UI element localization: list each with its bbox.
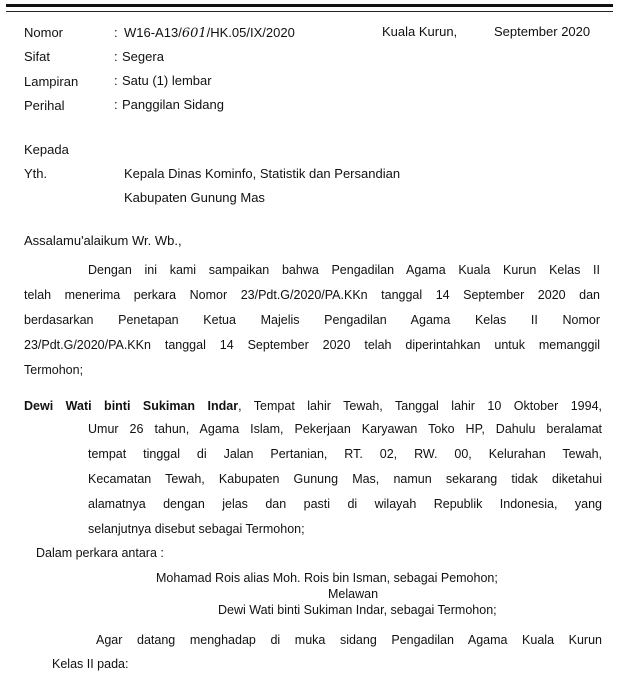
- lampiran-colon: :: [114, 73, 118, 88]
- party-line: alamatnya dengan jelas dan pasti di wilayah Republik Indonesia, yang: [88, 497, 602, 511]
- sifat-label: Sifat: [24, 49, 51, 64]
- nomor-colon: :: [114, 25, 118, 40]
- recipient-line-1: Kepala Dinas Kominfo, Statistik dan Persandian: [124, 166, 401, 181]
- party-first-line: [24, 398, 602, 414]
- party-name: Dewi Wati binti Sukiman Indar: [24, 399, 239, 413]
- termohon-line: Dewi Wati binti Sukiman Indar, sebagai Termohon;: [218, 603, 497, 617]
- pemohon-line: Mohamad Rois alias Moh. Rois bin Isman, sebagai Pemohon;: [156, 571, 498, 585]
- lampiran-label: Lampiran: [24, 74, 79, 89]
- party-line: Umur 26 tahun, Agama Islam, Pekerjaan Karyawan Toko HP, Dahulu beralamat: [88, 422, 602, 436]
- para2-line-1: Agar datang menghadap di muka sidang Pengadilan Agama Kuala Kurun: [96, 633, 602, 647]
- letter-place: Kuala Kurun,: [382, 24, 458, 39]
- lampiran-value: Satu (1) lembar: [122, 73, 212, 88]
- kepada-label: Kepada: [24, 142, 69, 157]
- nomor-handwritten: 601: [181, 26, 207, 41]
- para1-line: telah menerima perkara Nomor 23/Pdt.G/2020/PA.KKn tanggal 14 September 2020 dan: [24, 288, 600, 302]
- perihal-value: Panggilan Sidang: [122, 97, 224, 112]
- greeting: Assalamu'alaikum Wr. Wb.,: [24, 233, 182, 248]
- para1-line: berdasarkan Penetapan Ketua Majelis Pengadilan Agama Kelas II Nomor: [24, 313, 600, 327]
- nomor-suffix: /HK.05/IX/2020: [206, 25, 295, 40]
- perihal-label: Perihal: [24, 98, 65, 113]
- yth-label: Yth.: [24, 166, 48, 181]
- header-rule-thin: [6, 11, 613, 12]
- para2-line-2: Kelas II pada:: [52, 657, 129, 671]
- party-line: tempat tinggal di Jalan Pertanian, RT. 02, RW. 00, Kelurahan Tewah,: [88, 447, 602, 461]
- melawan-label: Melawan: [328, 587, 379, 601]
- sifat-colon: :: [114, 49, 118, 64]
- sifat-value: Segera: [122, 49, 164, 64]
- nomor-prefix: W16-A13/: [124, 25, 182, 40]
- para1-line: Dengan ini kami sampaikan bahwa Pengadilan Agama Kuala Kurun Kelas II: [88, 263, 600, 277]
- party-line: selanjutnya disebut sebagai Termohon;: [88, 522, 305, 536]
- party-line: Kecamatan Tewah, Kabupaten Gunung Mas, namun sekarang tidak diketahui: [88, 472, 602, 486]
- para1-line: Termohon;: [24, 363, 84, 377]
- party-first-rest: , Tempat lahir Tewah, Tanggal lahir 10 Oktober 1994,: [238, 399, 603, 413]
- nomor-value: [124, 25, 295, 42]
- recipient-line-2: Kabupaten Gunung Mas: [124, 190, 265, 205]
- header-rule-thick: [6, 4, 613, 7]
- perihal-colon: :: [114, 97, 118, 112]
- letter-date: September 2020: [494, 24, 591, 39]
- dalam-perkara: Dalam perkara antara :: [36, 546, 164, 560]
- para1-line: 23/Pdt.G/2020/PA.KKn tanggal 14 September 2020 telah diperintahkan untuk memanggil: [24, 338, 600, 352]
- nomor-label: Nomor: [24, 25, 64, 40]
